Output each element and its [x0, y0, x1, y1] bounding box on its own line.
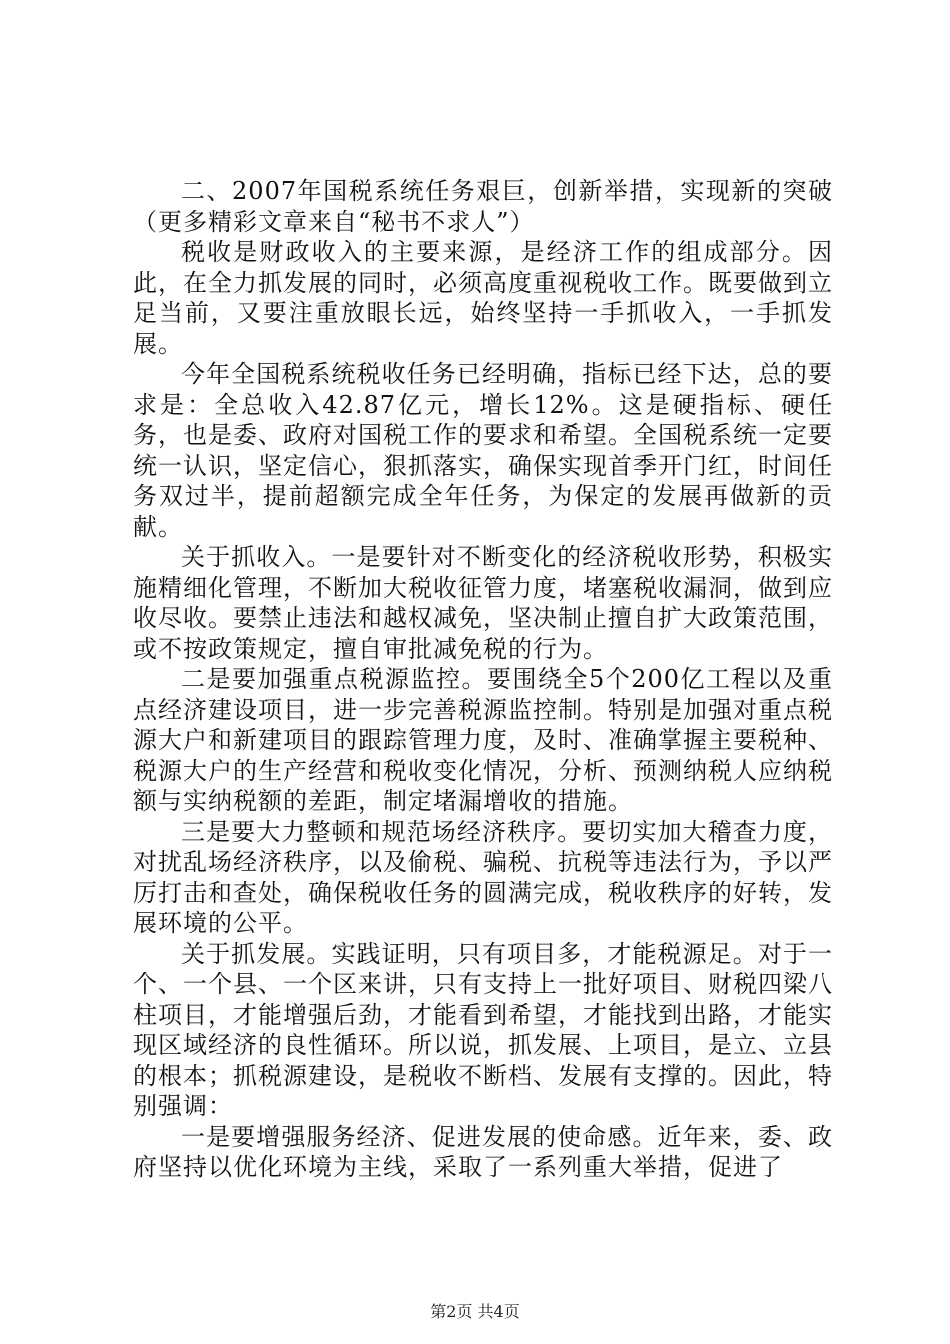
- paragraph: 关于抓发展。实践证明，只有项目多，才能税源足。对于一个、一个县、一个区来讲，只有支持上一批好项目、财税四梁八柱项目，才能增强后劲，才能看到希望，才能找到出路，才能实现区域经济的良性循环。所以说，抓发展、上项目，是立、立县的根本；抓税源建设，是税收不断档、发展有支撑的。因此，特别强调：: [133, 939, 833, 1120]
- page-footer: 第2页 共4页: [430, 1302, 520, 1321]
- paragraph: 一是要增强服务经济、促进发展的使命感。近年来，委、政府坚持以优化环境为主线，采取了一系列重大举措，促进了: [133, 1122, 833, 1181]
- paragraph: 三是要大力整顿和规范场经济秩序。要切实加大稽查力度，对扰乱场经济秩序，以及偷税、骗税、抗税等违法行为，予以严厉打击和查处，确保税收任务的圆满完成，税收秩序的好转，发展环境的公平。: [133, 817, 833, 937]
- paragraph: 今年全国税系统税收任务已经明确，指标已经下达，总的要求是：全总收入42.87亿元，增长12%。这是硬指标、硬任务，也是委、政府对国税工作的要求和希望。全国税系统一定要统一认识，坚定信心，狠抓落实，确保实现首季开门红，时间任务双过半，提前超额完成全年任务，为保定的发展再做新的贡献。: [133, 360, 833, 541]
- paragraph: 二是要加强重点税源监控。要围绕全5个200亿工程以及重点经济建设项目，进一步完善税源监控制。特别是加强对重点税源大户和新建项目的跟踪管理力度，及时、准确掌握主要税种、税源大户的生产经营和税收变化情况，分析、预测纳税人应纳税额与实纳税额的差距，制定堵漏增收的措施。: [133, 665, 833, 815]
- paragraph-section-heading: 二、2007年国税系统任务艰巨，创新举措，实现新的突破（更多精彩文章来自“秘书不求人”）: [133, 177, 833, 236]
- paragraph: 关于抓收入。一是要针对不断变化的经济税收形势，积极实施精细化管理，不断加大税收征管力度，堵塞税收漏洞，做到应收尽收。要禁止违法和越权减免，坚决制止擅自扩大政策范围，或不按政策规定，擅自审批减免税的行为。: [133, 543, 833, 663]
- document-body: [133, 176, 833, 1183]
- paragraph: 税收是财政收入的主要来源，是经济工作的组成部分。因此，在全力抓发展的同时，必须高度重视税收工作。既要做到立足当前，又要注重放眼长远，始终坚持一手抓收入，一手抓发展。: [133, 238, 833, 358]
